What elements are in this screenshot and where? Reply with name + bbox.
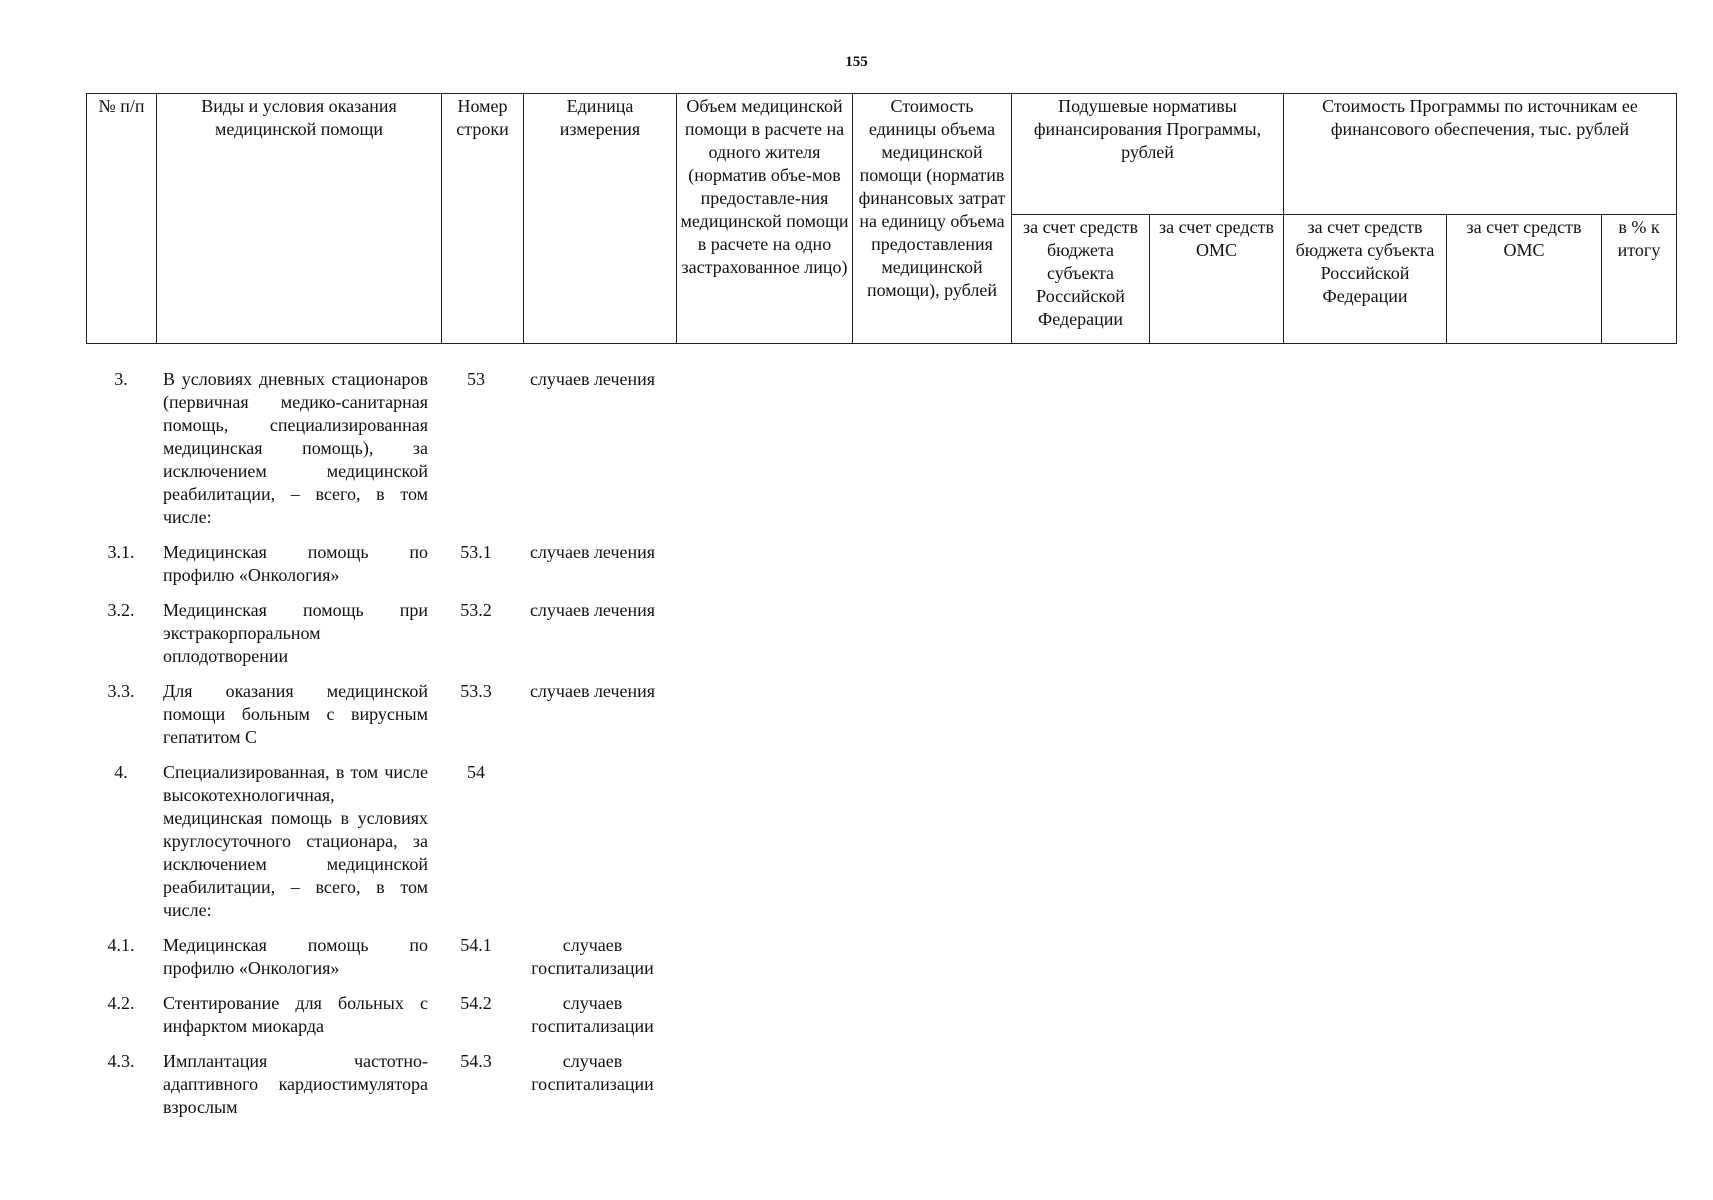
row-name: Имплантация частотно-адаптивного кардиостимулятора взрослым (163, 1051, 428, 1117)
row-unit: случаев лечения (529, 681, 656, 701)
table-row (86, 992, 1676, 1038)
row-unit: случаев госпитализации (531, 993, 654, 1036)
row-line: 54.1 (460, 935, 492, 955)
row-number: 3.2. (107, 600, 135, 620)
table-row (86, 761, 1676, 922)
table-row (86, 368, 1676, 529)
header-unit: Единица измерения (524, 94, 677, 344)
row-number: 3. (114, 369, 128, 389)
row-line: 53 (467, 369, 485, 389)
table-header (86, 93, 1677, 344)
header-sub-prog-oms: за счет средств ОМС (1447, 215, 1602, 344)
row-number: 4. (114, 762, 128, 782)
header-kind: Виды и условия оказания медицинской помощи (157, 94, 442, 344)
row-line: 54.3 (460, 1051, 492, 1071)
table-row (86, 934, 1676, 980)
header-volume: Объем медицинской помощи в расчете на одного жителя (норматив объе-мов предоставле-ния медицинской помощи в расчете на одно застрахованное лицо) (677, 94, 853, 344)
table-row (86, 599, 1676, 668)
row-unit: случаев госпитализации (531, 1051, 654, 1094)
row-line: 54.2 (460, 993, 492, 1013)
row-number: 4.2. (107, 993, 135, 1013)
table-row (86, 1050, 1676, 1119)
row-unit: случаев госпитализации (531, 935, 654, 978)
row-line: 53.1 (460, 542, 492, 562)
header-sub-oms: за счет средств ОМС (1150, 215, 1284, 344)
header-cost: Стоимость единицы объема медицинской помощи (норматив финансовых затрат на единицу объема предоставления медицинской помощи), рублей (853, 94, 1012, 344)
row-name: В условиях дневных стационаров (первичная медико-санитарная помощь, специализированная медицинская помощь), за исключением медицинской реабилитации, – всего, в том числе: (163, 369, 428, 527)
row-name: Медицинская помощь по профилю «Онкология» (163, 935, 428, 978)
row-line: 53.3 (460, 681, 492, 701)
row-name: Медицинская помощь по профилю «Онкология» (163, 542, 428, 585)
table-row (86, 680, 1676, 749)
row-name: Стентирование для больных с инфарктом миокарда (163, 993, 428, 1036)
row-unit: случаев лечения (529, 369, 656, 389)
row-number: 4.1. (107, 935, 135, 955)
table-body (86, 368, 1676, 1119)
row-name: Специализированная, в том числе высокотехнологичная, медицинская помощь в условиях круглосуточного стационара, за исключением медицинской реабилитации, – всего, в том числе: (163, 762, 428, 920)
table-row (86, 541, 1676, 587)
header-num: № п/п (87, 94, 157, 344)
header-program: Стоимость Программы по источникам ее финансового обеспечения, тыс. рублей (1284, 94, 1677, 215)
header-line: Номер строки (442, 94, 524, 344)
header-sub-prog-budget: за счет средств бюджета субъекта Российской Федерации (1284, 215, 1447, 344)
header-sub-budget: за счет средств бюджета субъекта Российской Федерации (1012, 215, 1150, 344)
row-line: 53.2 (460, 600, 492, 620)
row-unit: случаев лечения (529, 600, 656, 620)
page-number: 155 (845, 54, 868, 70)
row-number: 4.3. (107, 1051, 135, 1071)
row-unit: случаев лечения (529, 542, 656, 562)
header-percapita: Подушевые нормативы финансирования Программы, рублей (1012, 94, 1284, 215)
row-number: 3.1. (107, 542, 135, 562)
row-name: Для оказания медицинской помощи больным с вирусным гепатитом С (163, 681, 428, 747)
header-sub-percent: в % к итогу (1602, 215, 1677, 344)
row-number: 3.3. (107, 681, 135, 701)
row-line: 54 (467, 762, 485, 782)
row-name: Медицинская помощь при экстракорпоральном оплодотворении (163, 600, 428, 666)
